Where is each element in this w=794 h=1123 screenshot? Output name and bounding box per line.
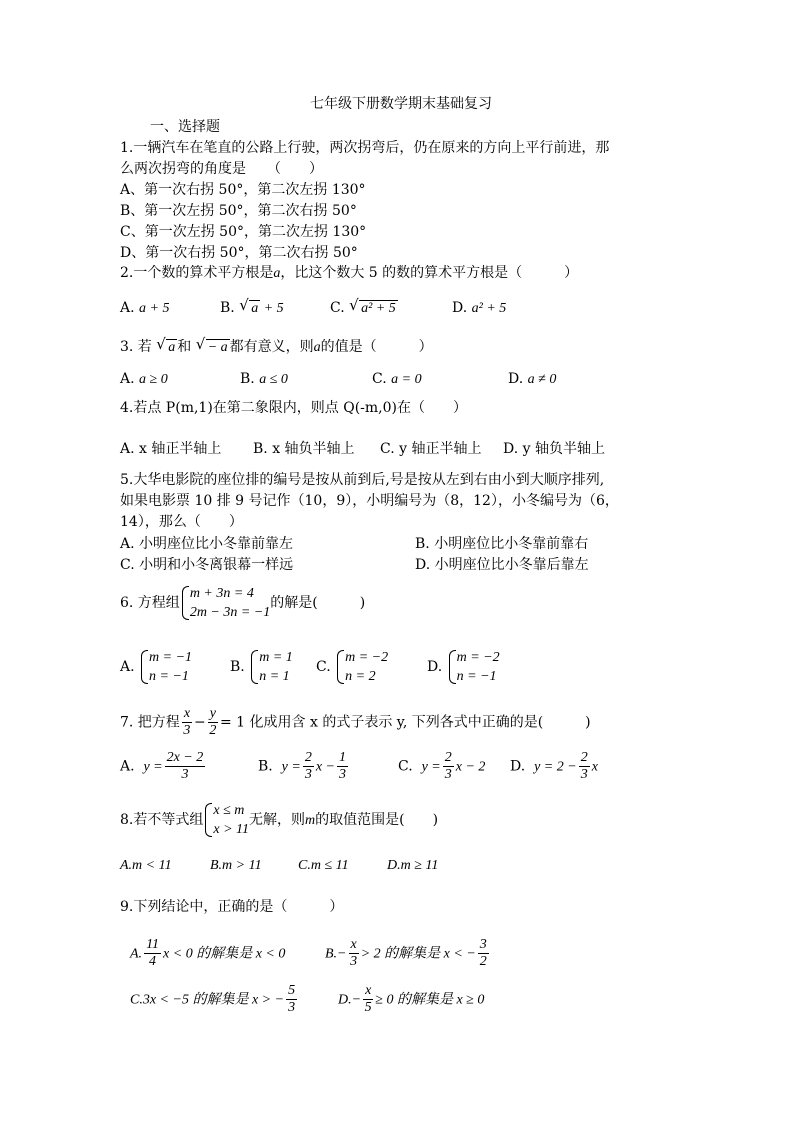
q2-option-d: D. a² + 5 [452,300,507,316]
q6-option-d: D. m = −2 n = −1 [427,650,500,684]
q5-option-b: B. 小明座位比小冬靠前靠右 [415,536,589,552]
q9-option-a: A. $\frac{11}{4}$ x < 0 的解集是 x < 0 [130,937,286,969]
q1-option-d: D、第一次右拐 50°，第二次右拐 50° [120,245,358,261]
q4-option-a: A. x 轴正半轴上 [120,441,222,457]
q7-option-d: D. y = 2 − $\frac{2}{3}$ x [510,750,598,782]
q2-option-a: A. a + 5 [120,300,170,316]
q3-stem: 3. 若 √ a 和 √ − a 都有意义，则a的值是（ ） [120,337,433,358]
q5-option-a: A. 小明座位比小冬靠前靠左 [120,536,294,552]
q4-option-d: D. y 轴负半轴上 [503,441,605,457]
q5-option-d: D. 小明座位比小冬靠后靠左 [415,557,589,573]
q6-option-c: C. m = −2 n = 2 [316,650,389,684]
q9-option-b: B.− $\frac{x}{3}$ > 2 的解集是 x < − $\frac{3}{2}$ [325,937,487,969]
q7-option-a: A. y = $\frac{2x - 2}{3}$ [120,750,204,782]
q6-option-b: B. m = 1 n = 1 [230,650,293,684]
q1-option-b: B、第一次左拐 50°，第二次右拐 50° [120,203,357,219]
q8-option-a: A.m < 11 [120,858,172,873]
q8-stem: 8.若不等式组 x ≤ m x > 11 无解，则m的取值范围是( ) [120,803,439,837]
q9-option-d: D.− $\frac{x}{5}$ ≥ 0 的解集是 x ≥ 0 [338,983,485,1015]
q1-option-c: C、第一次左拐 50°，第二次左拐 130° [120,224,367,240]
q3-option-c: C. a = 0 [372,371,422,387]
q4-stem: 4.若点 P(m,1)在第二象限内，则点 Q(-m,0)在（ ） [120,400,467,416]
q8-option-c: C.m ≤ 11 [298,858,349,873]
q8-option-d: D.m ≥ 11 [387,858,439,873]
q3-option-a: A. a ≥ 0 [120,371,168,387]
q4-option-b: B. x 轴负半轴上 [253,441,355,457]
q8-option-b: B.m > 11 [210,858,262,873]
q6-option-a: A. m = −1 n = −1 [120,650,193,684]
q7-option-c: C. y = $\frac{2}{3}$ x − 2 [398,750,486,782]
q5-option-c: C. 小明和小冬离银幕一样远 [120,557,294,573]
q6-stem: 6. 方程组 m + 3n = 4 2m − 3n = −1 的解是( ) [120,586,366,620]
q8-system: x ≤ m x > 11 [203,801,249,839]
q1-stem-line2: 么两次拐弯的角度是 （ ） [120,161,323,177]
q2-option-c: C. √ a² + 5 [330,298,398,319]
q9-stem: 9.下列结论中，正确的是（ ） [120,899,344,915]
page-title: 七年级下册数学期末基础复习 [310,96,492,112]
q9-option-c: C.3x < −5 的解集是 x > − $\frac{5}{3}$ [130,983,296,1015]
q5-stem-line1: 5.大华电影院的座位排的编号是按从前到后,号是按从左到右由小到大顺序排列, [120,472,605,488]
q5-stem-line3: 14），那么（ ） [120,514,243,530]
q1-option-a: A、第一次右拐 50°，第二次左拐 130° [120,182,366,198]
q5-stem-line2: 如果电影票 10 排 9 号记作（10，9），小明编号为（8，12），小冬编号为（6， [120,493,619,509]
section-heading: 一、选择题 [150,119,220,135]
q7-option-b: B. y = $\frac{2}{3}$ x − $\frac{1}{3}$ [258,750,346,782]
q7-stem: 7. 把方程 $\frac{x}{3}$ − $\frac{y}{2}$ = 1 化成用含 x 的式子表示 y, 下列各式中正确的是( ) [120,706,591,738]
q1-stem-line1: 1.一辆汽车在笔直的公路上行驶，两次拐弯后，仍在原来的方向上平行前进，那 [120,140,610,156]
q3-option-d: D. a ≠ 0 [508,371,557,387]
q6-system: m + 3n = 4 2m − 3n = −1 [180,584,270,622]
q4-option-c: C. y 轴正半轴上 [380,441,482,457]
q3-option-b: B. a ≤ 0 [240,371,288,387]
q2-stem: 2.一个数的算术平方根是a，比这个数大 5 的数的算术平方根是（ ） [120,265,579,281]
q2-option-b: B. √ a + 5 [220,298,284,319]
